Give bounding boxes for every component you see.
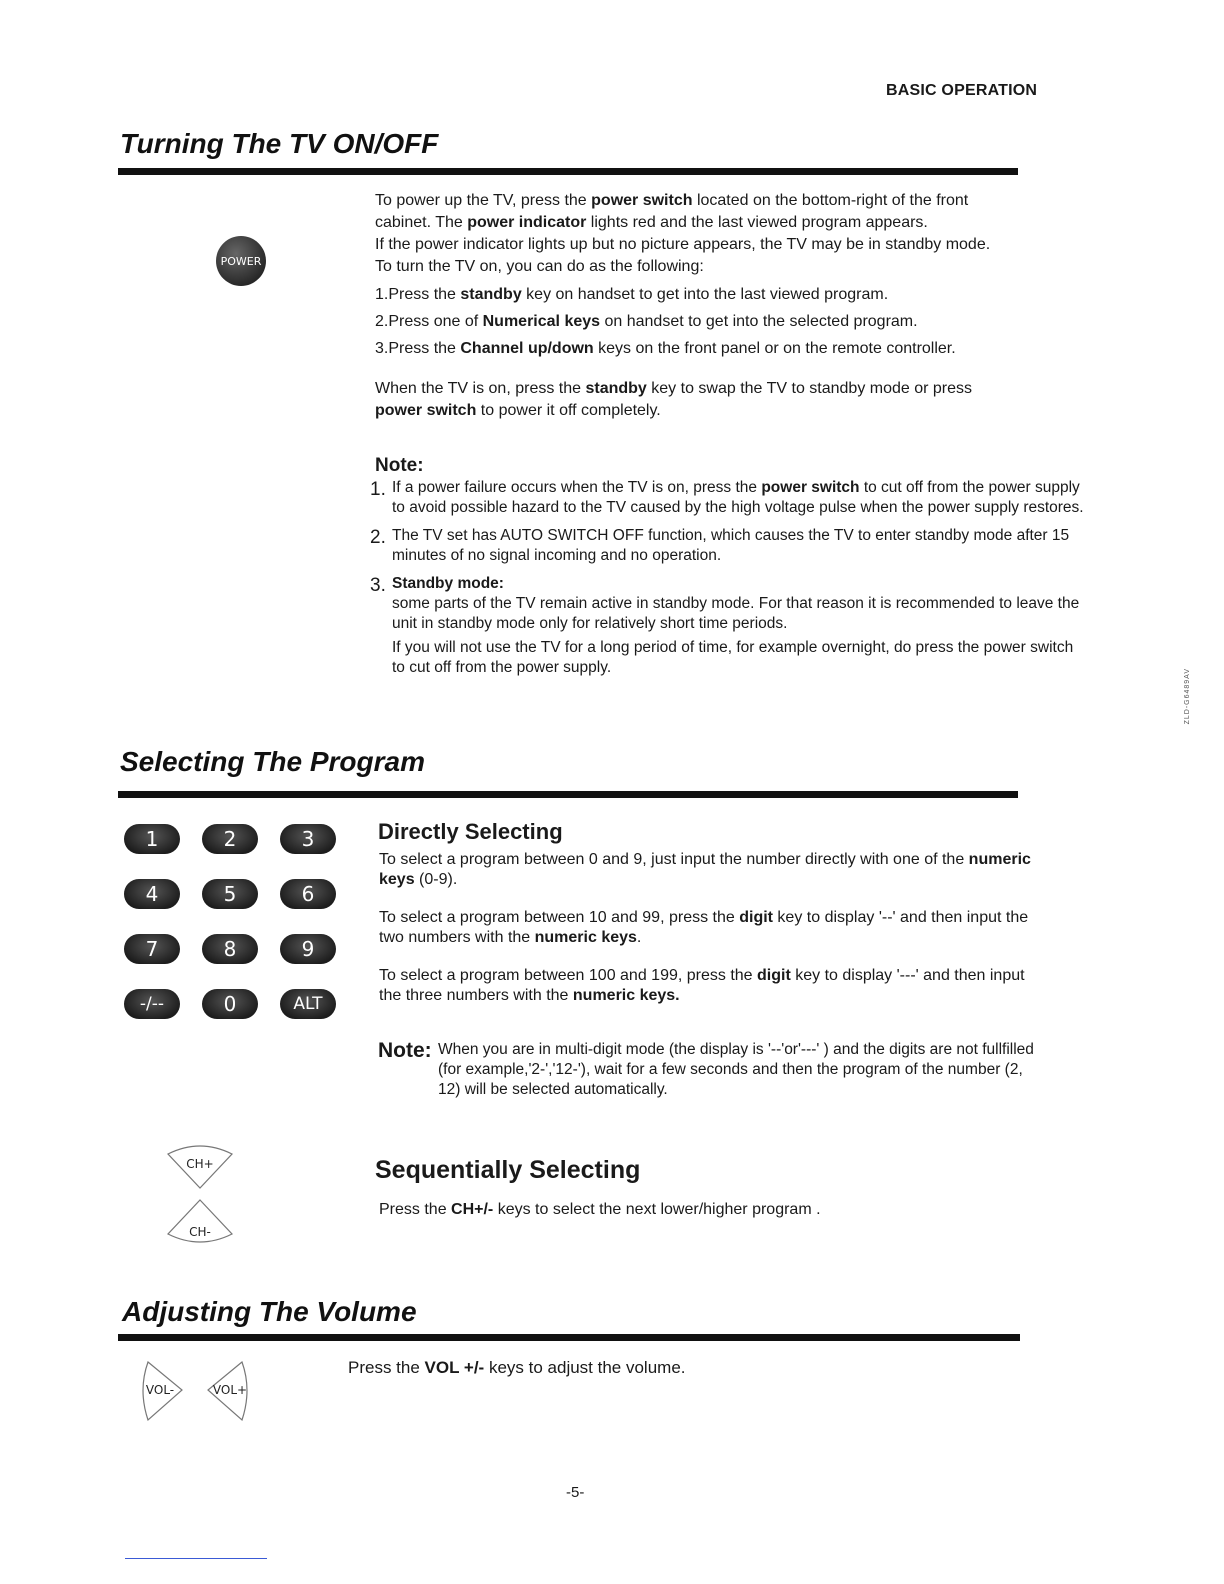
section-title-selecting-program: Selecting The Program [120,746,425,777]
keypad-key: 8 [202,934,258,964]
bold-text: power switch [375,402,477,419]
single-digit-instruction [379,850,1039,890]
text: on handset to get into the selected program. [600,313,918,330]
section-title-adjusting-volume: Adjusting The Volume [122,1296,417,1327]
step-1 [375,284,1015,306]
text: To select a program between 100 and 199, press the [379,967,758,984]
side-margin-code: ZLD-G6489AV [1184,668,1191,725]
note-number: 3. [370,575,386,596]
power-on-instructions [375,190,1015,422]
long-absence-note: If you will not use the TV for a long period of time, for example overnight, do press the power switch to cut off from the power supply. [392,639,1074,676]
section-divider [118,168,1018,175]
step-3 [375,338,1015,360]
power-off-paragraph [375,378,1015,422]
three-digit-instruction [379,966,1039,1006]
page-number: -5- [566,1484,585,1501]
text: 2.Press one of [375,313,483,330]
text: To power up the TV, press the [375,192,592,209]
numeric-keypad [124,824,340,1019]
text: to power it off completely. [476,402,661,419]
text: key to display '--' and then input the two numbers with the [379,909,1029,946]
direct-select-instructions [379,850,1039,1006]
power-button-icon: POWER [216,236,266,286]
text: keys to select the next lower/higher program . [493,1201,821,1218]
bold-text: digit [739,909,773,926]
keypad-key: 4 [124,879,180,909]
keypad-key: -/-- [124,989,180,1019]
ch-minus-icon [168,1200,232,1242]
note-heading: Note: [375,455,424,476]
notes-list [370,478,1090,678]
text: key to swap the TV to standby mode or press [646,380,973,397]
directly-selecting-heading: Directly Selecting [378,819,563,844]
text: . [636,929,642,946]
section-header-label: BASIC OPERATION [886,82,1038,99]
bold-text: standby [460,286,522,303]
bold-text: Numerical keys [482,313,601,330]
keypad-key: 1 [124,824,180,854]
text: Press the [348,1358,425,1377]
bold-text: numeric keys [534,929,637,946]
sequential-instruction [379,1199,821,1221]
standby-paragraph: If the power indicator lights up but no picture appears, the TV may be in standby mode. [375,236,991,253]
vol-plus-label: VOL+ [212,1383,248,1397]
text: When the TV is on, press the [375,380,586,397]
text: Press the [379,1201,452,1218]
ch-plus-label: CH+ [186,1157,214,1171]
keypad-key: 5 [202,879,258,909]
sequentially-selecting-heading: Sequentially Selecting [375,1156,641,1184]
text: keys on the front panel or on the remote controller. [593,340,956,357]
text: If a power failure occurs when the TV is on, press the [392,479,762,496]
text: (0-9). [414,871,458,888]
keypad-key: 6 [280,879,336,909]
section-divider [118,1334,1020,1341]
power-up-paragraph [375,190,1015,234]
bold-text: power indicator [467,214,587,231]
footer-underline [125,1558,267,1559]
vol-minus-label: VOL- [145,1383,175,1397]
text: 1.Press the [375,286,461,303]
note-item-2 [370,526,1090,566]
step-2 [375,311,1015,333]
bold-text: digit [757,967,791,984]
text: lights red and the last viewed program appears. [586,214,928,231]
section-divider [118,791,1018,798]
bold-text: power switch [591,192,693,209]
keypad-key: 7 [124,934,180,964]
volume-keys-illustration [140,1360,260,1430]
keypad-key: 9 [280,934,336,964]
multi-digit-note-text: When you are in multi-digit mode (the display is '--'or'---' ) and the digits are not fullfilled (for example,'2-','12-'), wait for a few seconds and then the program of the number (2, 12) will be selected automatically. [438,1041,1034,1098]
text: keys to adjust the volume. [484,1358,686,1377]
note-number: 2. [370,527,386,548]
ch-minus-label: CH- [189,1225,211,1239]
keypad-key: 3 [280,824,336,854]
ch-plus-icon [168,1146,232,1188]
text: To select a program between 10 and 99, press the [379,909,740,926]
keypad-key: 0 [202,989,258,1019]
text: key to display '---' and then input the three numbers with the [379,967,1025,1004]
keypad-key: 2 [202,824,258,854]
channel-keys-illustration [160,1140,240,1250]
text: To select a program between 0 and 9, just input the number directly with one of the [379,851,969,868]
two-digit-instruction [379,908,1039,948]
bold-text: numeric keys [379,851,1031,888]
bold-text: standby [585,380,647,397]
bold-text: power switch [761,479,860,496]
bold-text: Channel up/down [460,340,594,357]
bold-text: CH+/- [451,1201,494,1218]
note-number: 1. [370,479,386,500]
text: The TV set has AUTO SWITCH OFF function, which causes the TV to enter standby mode after 15 minutes of no signal incoming and no operation. [392,527,1070,564]
text: 3.Press the [375,340,461,357]
vol-plus-icon [208,1362,247,1420]
vol-minus-icon [143,1362,182,1420]
bold-text: numeric keys. [572,987,680,1004]
multi-digit-note-label: Note: [378,1039,432,1062]
keypad-key: ALT [280,989,336,1019]
text: key on handset to get into the last viewed program. [521,286,889,303]
volume-instruction [348,1357,686,1379]
options-intro: To turn the TV on, you can do as the following: [375,258,704,275]
text: located on the bottom-right of the front cabinet. The [375,192,969,231]
note-item-3 [370,574,1090,678]
text: some parts of the TV remain active in standby mode. For that reason it is recommended to leave the unit in standby mode only for relatively short time periods. [392,595,1080,632]
standby-mode-title: Standby mode: [392,575,504,592]
text: to cut off from the power supply to avoid possible hazard to the TV caused by the high voltage pulse when the power supply restores. [392,479,1084,516]
bold-text: VOL +/- [424,1358,485,1377]
section-title-turning-on-off: Turning The TV ON/OFF [120,128,439,159]
note-item-1 [370,478,1090,518]
